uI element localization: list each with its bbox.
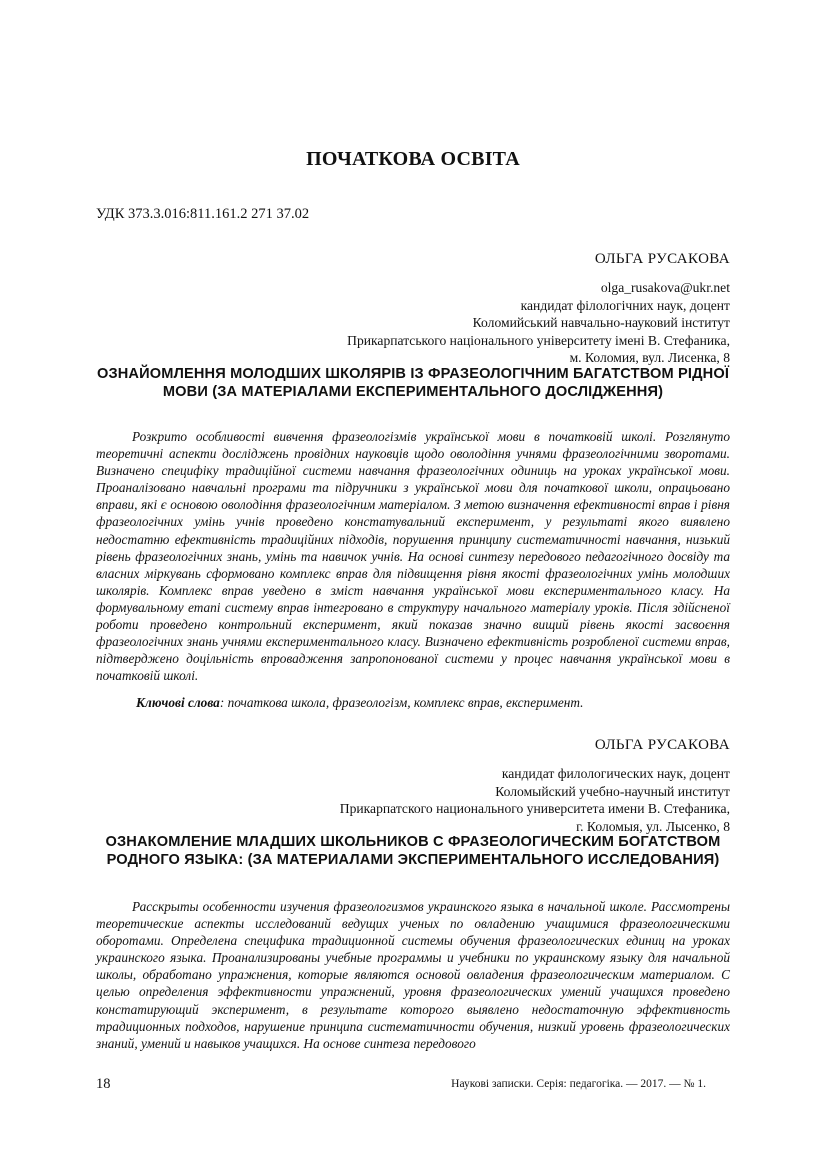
keywords-list: : початкова школа, фразеологізм, комплекс вправ, експеримент. xyxy=(219,695,584,710)
page-number: 18 xyxy=(96,1076,111,1092)
author-affiliation-ua xyxy=(347,279,730,367)
section-title: ПОЧАТКОВА ОСВІТА xyxy=(306,148,520,170)
abstract-ua: Розкрито особливості вивчення фразеологізмів української мови в початковій школі. Розглянуто теоретичні аспекти досліджень провідних науковців щодо оволодіння учнями фразеологічними зворотами. Визначено специфіку традиційної системи навчання фразеологічних одиниць на уроках української мови. Проаналізовано навчальні програми та підручники з української мови для початкової школи, опрацьовано вправи, які є основою оволодіння фразеологічним матеріалом. З метою визначення ефективності вправ і рівня фразеологічних умінь учнів проведено констатувальний експеримент, у результаті якого виявлено недостатню ефективність традиційних підходів, порушення принципу систематичності навчання, низький рівень фразеологічних знань, умінь та навичок учнів. На основі синтезу передового педагогічного досвіду та власних міркувань сформовано комплекс вправ для підвищення рівня якості фразеологічних умінь молодших школярів. Комплекс вправ уведено в зміст навчання української мови експериментального класу. На формувальному етапі систему вправ інтегровано в структуру начального матеріалу уроків. Після здійсненої роботи проведено контрольний експеримент, який показав значно вищий рівень якості засвоєння фразеологічних знань учнями експериментального класу. Визначено ефективність розробленої системи вправ, підтверджено доцільність впровадження запропонованої системи у процес навчання української мови в початковій школі. xyxy=(96,429,730,684)
keywords-label: Ключові слова xyxy=(136,695,220,710)
abstract-ru: Расскрыты особенности изучения фразеологизмов украинского языка в начальной школе. Рассмотрены теоретические аспекты исследований ведущих ученых по овладению учащимися фразеологическими оборотами. Определена специфика традиционной системы обучения фразеологических единиц на уроках украинского языка. Проанализированы учебные программы и учебники по украинскому языку для начальной школы, обработано упражнения, которые являются основой овладения фразеологическим материалом. С целью определения эффективности упражнений, уровня фразеологических умений учащихся проведено констатирующий эксперимент, в результате которого выявлено недостаточную эффективность традиционных подходов, нарушение принципа систематичности обучения, низкий уровень фразеологических знаний, умений и навыков учащихся. На основе синтеза передового xyxy=(96,899,730,1051)
author-degree-ua: кандидат філологічних наук, доцент xyxy=(520,297,730,313)
author-address-ru: г. Коломыя, ул. Лысенко, 8 xyxy=(576,818,730,834)
author-university-ua: Прикарпатського національного університету імені В. Стефаника, xyxy=(347,332,730,348)
author-university-ru: Прикарпатского национального университета имени В. Стефаника, xyxy=(339,801,730,817)
author-affiliation-ru xyxy=(340,765,730,835)
udk-code: УДК 373.3.016:811.161.2 271 37.02 xyxy=(96,206,310,222)
author-name-ru: ОЛЬГА РУСАКОВА xyxy=(594,737,730,753)
author-address-ua: м. Коломия, вул. Лисенка, 8 xyxy=(569,350,730,366)
article-title-ru: ОЗНАКОМЛЕНИЕ МЛАДШИХ ШКОЛЬНИКОВ С ФРАЗЕОЛОГИЧЕСКИМ БОГАТСТВОМ РОДНОГО ЯЗЫКА: (ЗА МАТЕРИАЛАМИ ЭКСПЕРИМЕНТАЛЬНОГО ИССЛЕДОВАНИЯ) xyxy=(105,834,721,868)
author-institute-ua: Коломийський навчально-науковий інститут xyxy=(472,315,730,331)
author-institute-ru: Коломыйский учебно-научный институт xyxy=(495,783,730,799)
keywords-ua xyxy=(96,694,730,711)
author-name-ua: ОЛЬГА РУСАКОВА xyxy=(594,251,730,267)
journal-footer: Наукові записки. Серія: педагогіка. — 2017. — № 1. xyxy=(451,1078,706,1090)
article-title-ua: ОЗНАЙОМЛЕННЯ МОЛОДШИХ ШКОЛЯРІВ ІЗ ФРАЗЕОЛОГІЧНИМ БАГАТСТВОМ РІДНОЇ МОВИ (ЗА МАТЕРІАЛАМИ ЕКСПЕРИМЕНТАЛЬНОГО ДОСЛІДЖЕННЯ) xyxy=(96,366,730,400)
author-degree-ru: кандидат филологических наук, доцент xyxy=(501,766,730,781)
author-email: olga_rusakova@ukr.net xyxy=(600,280,730,295)
